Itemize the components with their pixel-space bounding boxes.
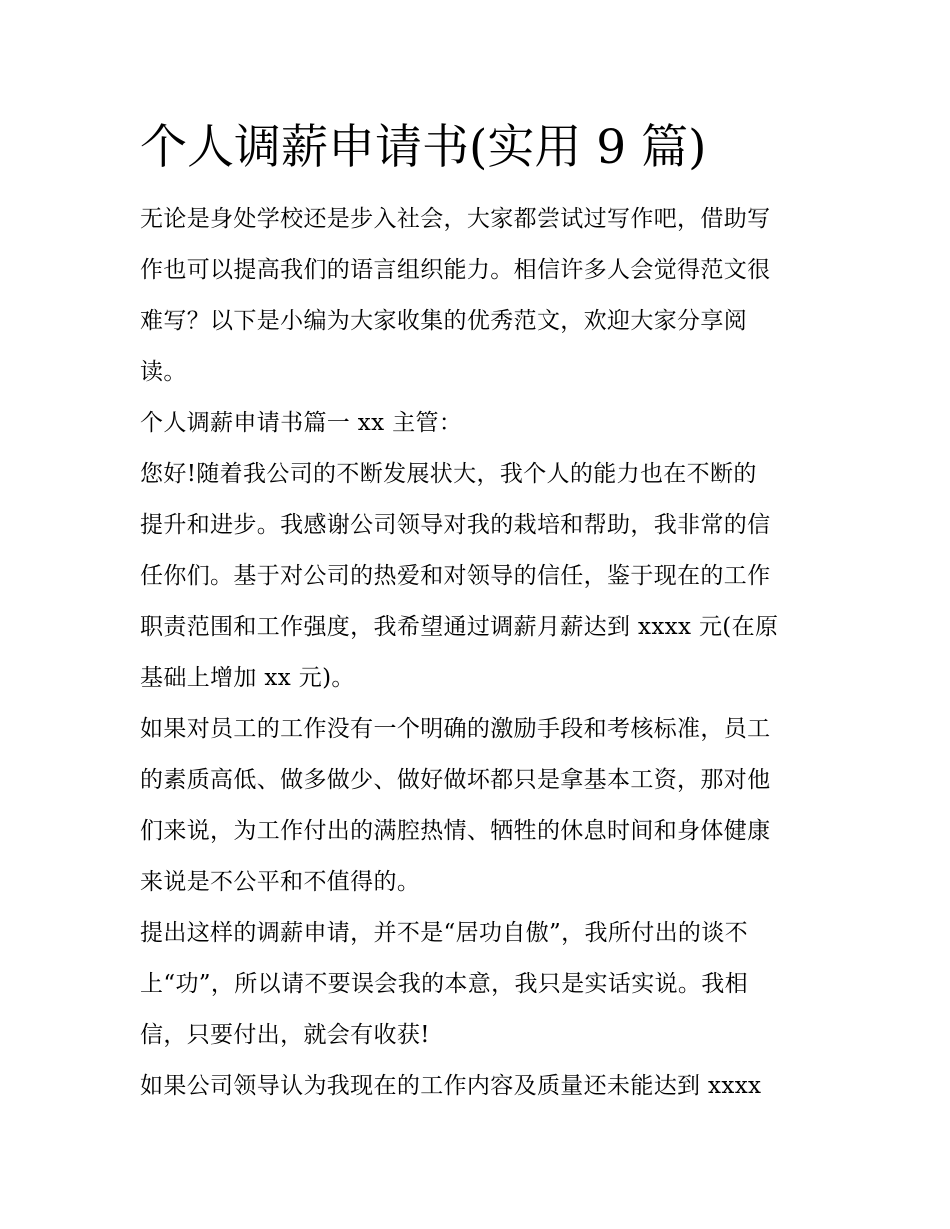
text-line: 难写？以下是小编为大家收集的优秀范文，欢迎大家分享阅	[140, 308, 748, 334]
text-line: 的素质高低、做多做少、做好做坏都只是拿基本工资，那对他	[140, 767, 771, 793]
text-line: 如果对员工的工作没有一个明确的激励手段和考核标准，员工	[140, 716, 771, 742]
text-line: 如果公司领导认为我现在的工作内容及质量还未能达到 xxxx	[140, 1073, 762, 1099]
text-line: 读。	[140, 359, 187, 385]
text-line: 作也可以提高我们的语言组织能力。相信许多人会觉得范文很	[140, 257, 771, 283]
text-line: 任你们。基于对公司的热爱和对领导的信任，鉴于现在的工作	[140, 563, 771, 589]
document-title: 个人调薪申请书(实用 9 篇)	[140, 120, 707, 175]
text-line: 提出这样的调薪申请，并不是“居功自傲”，我所付出的谈不	[140, 920, 748, 946]
text-line: 您好!随着我公司的不断发展状大，我个人的能力也在不断的	[140, 461, 757, 487]
text-line: 上“功”，所以请不要误会我的本意，我只是实话实说。我相	[140, 971, 748, 997]
text-line: 基础上增加 xx 元)。	[140, 665, 355, 691]
document-body	[140, 194, 820, 1112]
text-line: 职责范围和工作强度，我希望通过调薪月薪达到 xxxx 元(在原	[140, 614, 779, 640]
text-line: 信，只要付出，就会有收获!	[140, 1022, 430, 1048]
text-line: 来说是不公平和不值得的。	[140, 869, 421, 895]
text-line: 提升和进步。我感谢公司领导对我的栽培和帮助，我非常的信	[140, 512, 771, 538]
section-heading-line: 个人调薪申请书篇一 xx 主管：	[140, 410, 463, 436]
text-line: 无论是身处学校还是步入社会，大家都尝试过写作吧，借助写	[140, 206, 771, 232]
text-line: 们来说，为工作付出的满腔热情、牺牲的休息时间和身体健康	[140, 818, 771, 844]
